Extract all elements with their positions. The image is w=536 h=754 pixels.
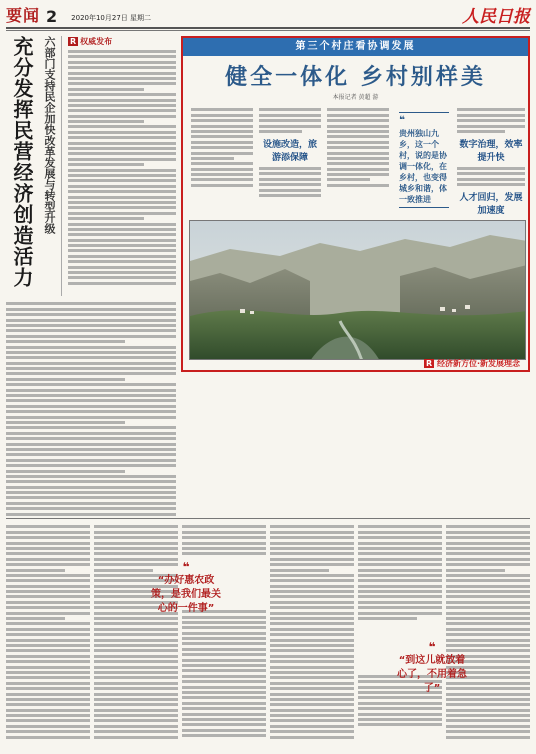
feature-photo [189, 220, 526, 360]
quote-mark-icon-2: ❝ [182, 560, 190, 574]
left-headline: 充分发挥民营经济创造活力 [10, 36, 34, 288]
bottom-col-3 [182, 523, 266, 745]
bottom-quote-1-text: “办好惠农政策，是我们最关心的一件事” [151, 575, 221, 614]
feature-column-5 [457, 106, 525, 231]
pull-quote-text: 贵州独山九乡，这一个村，说的是协调一体化，在乡村，也变得城乡和谐，体一致推进 [399, 129, 447, 204]
tag-mark-icon-2: R [425, 359, 433, 368]
page-header [6, 4, 530, 26]
feature-banner: 第三个村庄看协调发展 [183, 38, 528, 56]
feature-column-1 [191, 106, 253, 189]
bottom-col-4 [270, 523, 354, 745]
feature-box [181, 36, 530, 372]
bottom-quote-2 [396, 640, 468, 694]
bottom-col-5 [358, 523, 442, 745]
issue-date: 2020年10月27日 星期二 [71, 14, 152, 22]
feature-column-2 [259, 106, 321, 199]
quote-mark-icon: ❝ [399, 115, 405, 126]
feature-subhead-1: 设施改造，旅游添保障 [262, 139, 317, 163]
feature-pull-quote [399, 112, 449, 208]
section-name: 要闻 [6, 6, 41, 25]
feature-subhead-2: 数字治理，效率提升快 [459, 139, 523, 163]
feature-subhead-3: 人才回归，发展加速度 [459, 193, 523, 217]
header-rule-thin [6, 30, 530, 31]
feature-tagline [424, 358, 520, 369]
feature-column-3 [327, 106, 389, 189]
page-number: 2 [46, 7, 58, 26]
text-lines [68, 50, 176, 285]
bottom-col-2 [94, 523, 178, 745]
canyon-landscape-image [190, 221, 526, 360]
header-rule [6, 27, 530, 29]
bottom-col-1 [6, 523, 90, 745]
tag-mark-icon: R [70, 37, 77, 46]
feature-title: 健全一体化 乡村别样美 [225, 64, 486, 90]
bottom-quote-2-text: “到这儿就放着心了，不用着急了” [397, 655, 467, 694]
left-story-continuation [6, 300, 176, 515]
bottom-section [6, 518, 530, 748]
left-subtitle: 六部门支持民企加快改革发展与转型升级 [43, 36, 56, 234]
masthead-logo: 人民日报 [462, 7, 530, 27]
authority-tag [68, 36, 176, 47]
bottom-col-6 [446, 523, 530, 745]
authority-tag-label: 权威发布 [80, 37, 113, 46]
feature-tagline-label: 经济新方位·新发展理念 [436, 359, 520, 368]
bottom-quote-1 [150, 560, 222, 614]
left-headline-block [6, 36, 62, 296]
left-story-body [68, 36, 176, 296]
feature-byline: 本报记者 黄超 游 [332, 94, 379, 101]
quote-mark-icon-3: ❝ [428, 640, 436, 654]
